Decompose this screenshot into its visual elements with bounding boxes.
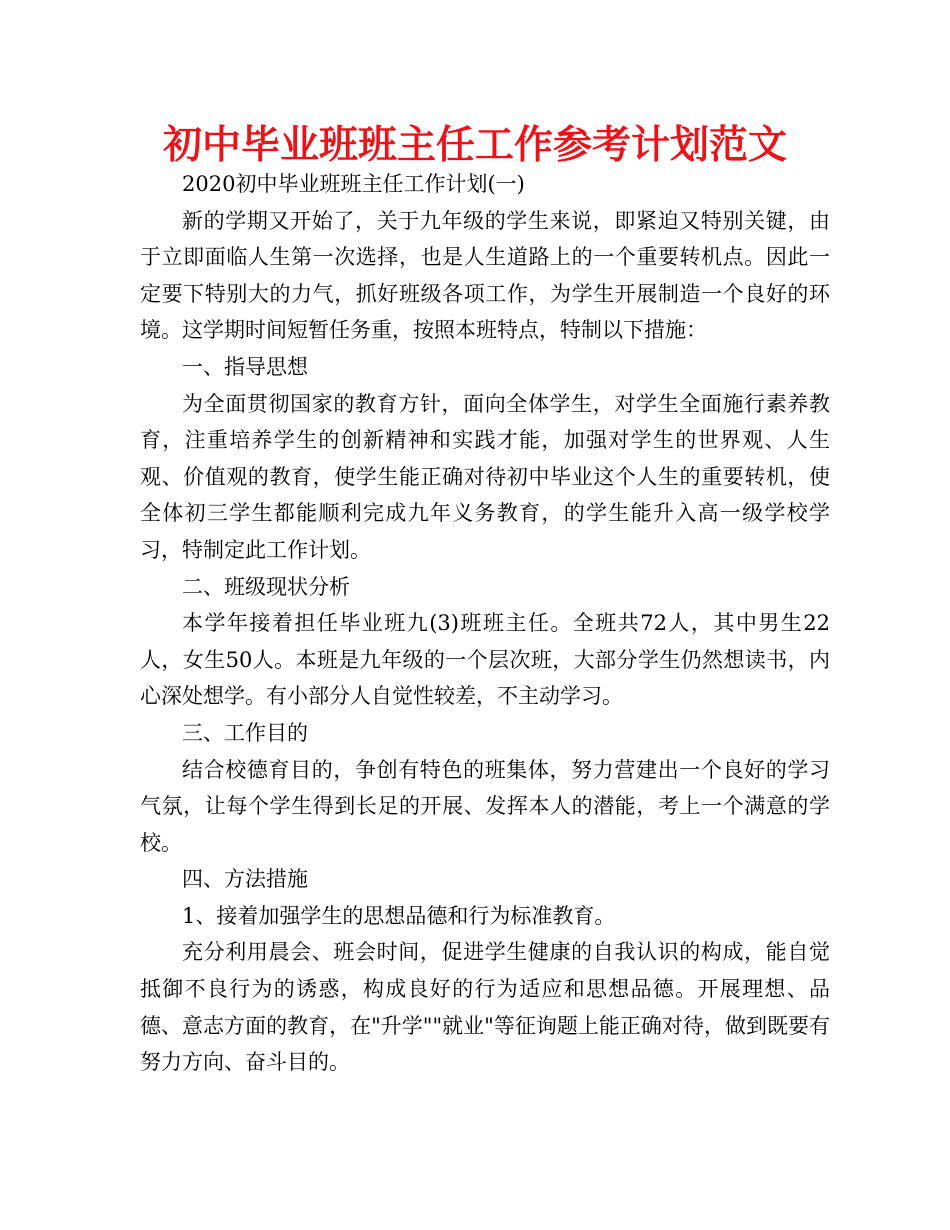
- section-heading-class-analysis: 二、班级现状分析: [182, 574, 350, 599]
- section-heading-work-goals: 三、工作目的: [182, 720, 308, 745]
- list-item-method-1: 1、接着加强学生的思想品德和行为标准教育。: [182, 903, 616, 928]
- document-body: [140, 166, 830, 1081]
- paragraph-intro: 新的学期又开始了，关于九年级的学生来说，即紧迫又特别关键，由于立即面临人生第一次选择，也是人生道路上的一个重要转机点。因此一定要下特别大的力气，抓好班级各项工作，为学生开展制造一个良好的环境。这学期时间短暂任务重，按照本班特点，特制以下措施：: [140, 208, 830, 343]
- document-subtitle: 2020初中毕业班班主任工作计划(一): [182, 172, 525, 196]
- section-heading-methods: 四、方法措施: [182, 867, 308, 892]
- paragraph-guiding-thought: 为全面贯彻国家的教育方针，面向全体学生，对学生全面施行素养教育，注重培养学生的创新精神和实践才能，加强对学生的世界观、人生观、价值观的教育，使学生能正确对待初中毕业这个人生的重要转机，使全体初三学生都能顺利完成九年义务教育，的学生能升入高一级学校学习，特制定此工作计划。: [140, 391, 830, 562]
- document-title: 初中毕业班班主任工作参考计划范文: [162, 123, 787, 168]
- paragraph-work-goals: 结合校德育目的，争创有特色的班集体，努力营建出一个良好的学习气氛，让每个学生得到长足的开展、发挥本人的潜能，考上一个满意的学校。: [140, 757, 830, 855]
- section-heading-guiding-thought: 一、指导思想: [182, 354, 308, 379]
- paragraph-method-1-detail: 充分利用晨会、班会时间，促进学生健康的自我认识的构成，能自觉抵御不良行为的诱惑，构成良好的行为适应和思想品德。开展理想、品德、意志方面的教育，在"升学""就业"等征询题上能正确对待，做到既要有努力方向、奋斗目的。: [140, 940, 830, 1075]
- paragraph-class-analysis: 本学年接着担任毕业班九(3)班班主任。全班共72人，其中男生22人，女生50人。本班是九年级的一个层次班，大部分学生仍然想读书，内心深处想学。有小部分人自觉性较差，不主动学习。: [140, 611, 830, 709]
